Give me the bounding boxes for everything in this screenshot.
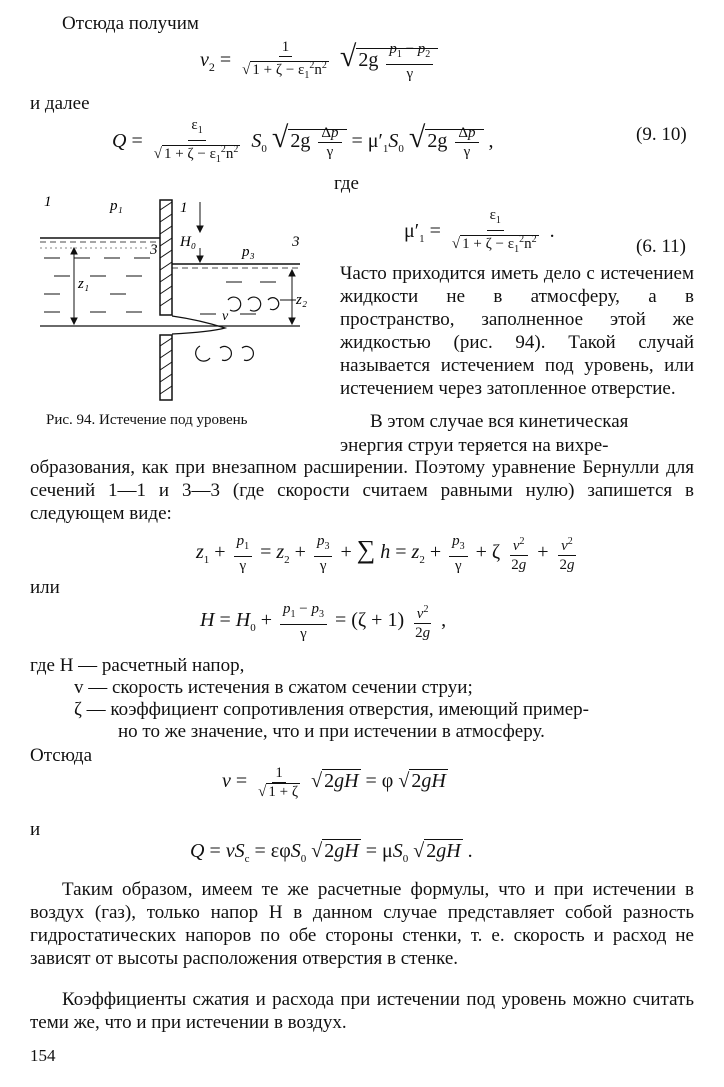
left-water-hatching [44, 258, 150, 312]
paragraph-2-line-2: энергия струи теряется на вихре- [340, 435, 609, 456]
vortices [196, 297, 279, 361]
fig-label-z2: z₂ [296, 292, 308, 308]
paragraph-submerged-outflow: Часто приходится иметь дело с истечением жидкости не в атмосферу, а в пространство, заполненное этой же жидкостью (рис. 94). Такой случай называется истечением под уровень, или истечением через затопленное отверстие. [340, 263, 694, 399]
and-further-text: и далее [30, 93, 90, 114]
equation-number-6-11: (6. 11) [636, 236, 686, 257]
wall-upper [160, 200, 172, 315]
page-number: 154 [30, 1046, 56, 1065]
fig-label-H0: H₀ [180, 234, 197, 250]
paragraph-2-rest: образования, как при внезапном расширении. Поэтому уравнение Бернулли для сечений 1—1 и 3—3 (где скорости считаем равными нулю) запишется в следующем виде: [30, 457, 694, 524]
equation-v2: $v_2$ = $\frac{1}{√ 1 + \zeta - \varepsilon_1^2n^2}$ √ 2g $\frac{p_1 - p_2}{\gamma}$ [200, 38, 438, 85]
where-v: v — скорость истечения в сжатом сечении струи; [74, 677, 473, 698]
or-text: или [30, 577, 60, 598]
figure-caption: Рис. 94. Истечение под уровень [46, 412, 248, 428]
equation-6-11: $\mu'_1$ = $\frac{\varepsilon_1}{√ 1 + \zeta - \varepsilon_1^2n^2}$ . [404, 207, 555, 255]
paragraph-conclusion: Таким образом, имеем те же расчетные формулы, что и при истечении в воздух (газ), только напор H в данном случае представляет собой разность гидростатических напоров по обе стороны стенки, т. е. скорость и расход не зависят от высоты расположения отверстия в стенке. [30, 879, 694, 969]
fig-label-p3: p₃ [242, 244, 255, 260]
equation-bernoulli: $z_1$ + $\frac{p_1}{\gamma}$ = $z_2$ + $\frac{p_3}{\gamma}$ + ∑ $h = z_2$ + $\frac{p_3}{\gamma}$ + ζ $\frac{v^2}{2g}$ + $\frac{v^2}{2g}$ [196, 533, 575, 574]
fig-label-1-left: 1 [44, 194, 52, 210]
intro-text: Отсюда получим [62, 13, 199, 34]
equation-v: v = $\frac{1}{√ 1 + \zeta}$ √ 2gH = φ √ 2gH [222, 765, 446, 800]
where-text-1: где [334, 173, 359, 194]
paragraph-2-line-1: В этом случае вся кинетическая [370, 411, 629, 432]
fig-label-z1: z₁ [78, 276, 90, 292]
paragraph-coefficients: Коэффициенты сжатия и расхода при истечении под уровень можно считать теми же, что и при истечении в воздух. [30, 989, 694, 1033]
jet-outline [172, 316, 225, 334]
where-zeta-2: но то же значение, что и при истечении в атмосферу. [118, 721, 545, 742]
fig-label-p1: p₁ [110, 198, 123, 214]
figure-94-outflow-under-level [30, 190, 320, 405]
where-zeta-1: ζ — коэффициент сопротивления отверстия, имеющий пример- [74, 699, 590, 720]
equation-number-9-10: (9. 10) [636, 124, 687, 145]
equation-H: $H = H_0$ + $\frac{p_1 - p_3}{\gamma}$ = (ζ + 1) $\frac{v^2}{2g}$ , [200, 601, 447, 642]
where-H: где H — расчетный напор, [30, 655, 245, 676]
hence-text: Отсюда [30, 745, 93, 766]
equation-Q: $Q = vS_c = \varepsilon\varphi S_0$ √ $2gH = \mu S_0$ √ 2gH . [190, 840, 473, 865]
fig-label-3-left: 3 [150, 242, 158, 258]
and-text: и [30, 819, 41, 840]
equation-9-10: Q = $\frac{\varepsilon_1}{√ 1 + \zeta - \varepsilon_1^2n^2}$ $S_0$ √ 2g $\frac{\Delta p}{\gamma}$ = $\mu'_1S_0$ √ 2g $\frac{\Delta p}{\gamma}$ , [112, 117, 494, 165]
fig-label-v: v [222, 309, 229, 324]
fig-label-1-right: 1 [180, 200, 188, 216]
fig-label-3-right: 3 [292, 234, 300, 250]
